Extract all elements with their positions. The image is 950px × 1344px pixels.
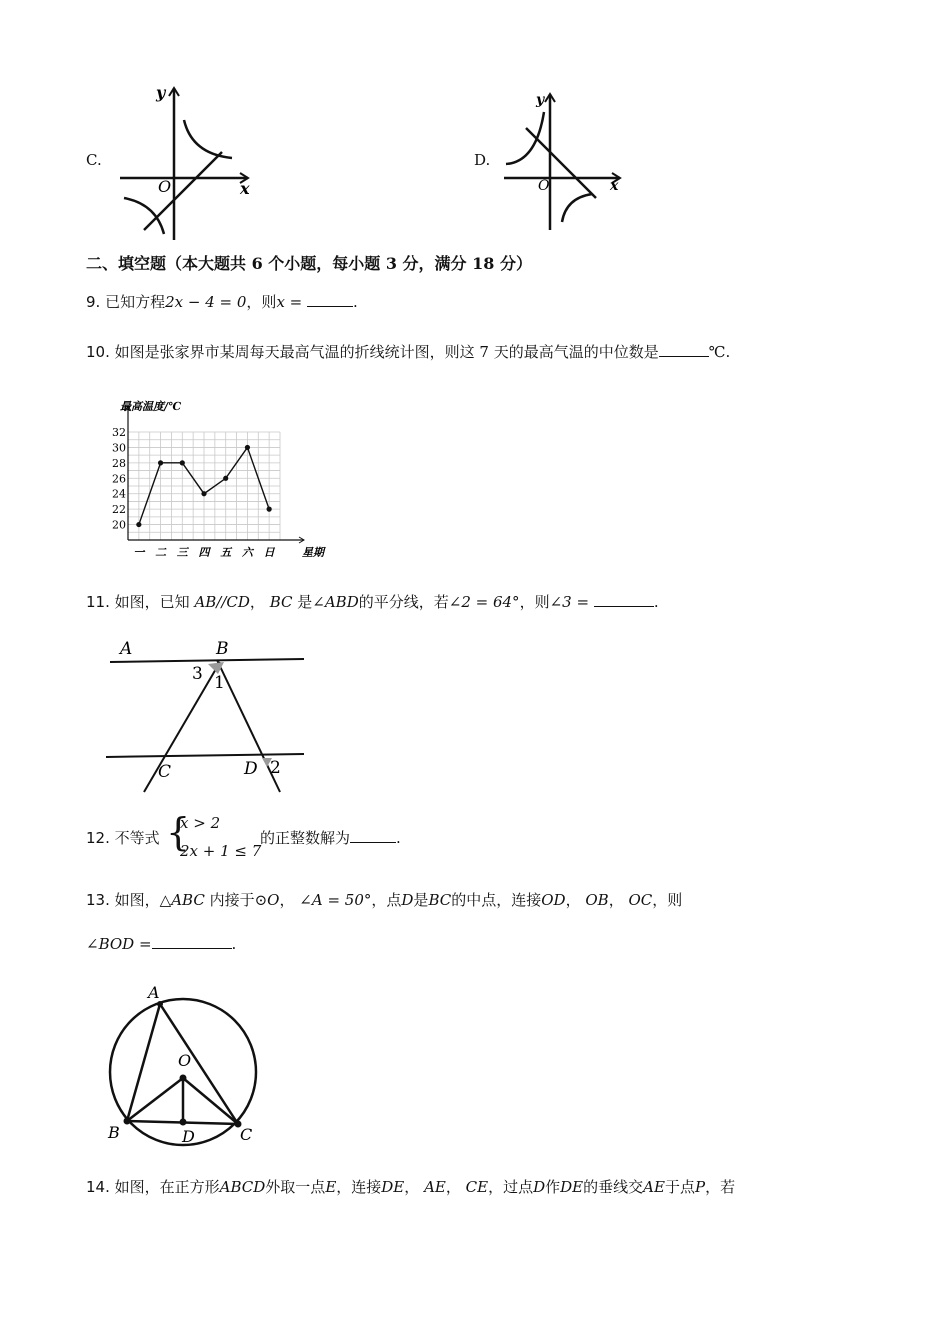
q12-pre: 不等式 bbox=[114, 829, 160, 847]
q11-sep: ， bbox=[249, 593, 265, 611]
x-tick-label: 六 bbox=[241, 546, 253, 559]
q14-e: E bbox=[325, 1178, 337, 1196]
temperature-line-chart bbox=[108, 394, 338, 566]
q12-end: . bbox=[396, 829, 401, 847]
data-point bbox=[201, 491, 206, 496]
question-number: 9. bbox=[86, 293, 101, 311]
x-tick-label: 四 bbox=[198, 546, 210, 559]
question-number: 14. bbox=[86, 1178, 110, 1196]
q9-end: . bbox=[353, 293, 358, 311]
data-point bbox=[223, 476, 228, 481]
q13-label-c: C bbox=[240, 1125, 253, 1144]
q13-label-d: D bbox=[182, 1127, 195, 1146]
y-tick-label: 26 bbox=[112, 472, 126, 486]
q13-circle: ⊙O bbox=[254, 891, 280, 909]
question-number: 13. bbox=[86, 891, 110, 909]
q13-sep3: ， bbox=[608, 891, 624, 909]
chart-title: 最高温度/℃ bbox=[120, 400, 182, 413]
q12-inequality-2: 2x + 1 ≤ 7 bbox=[180, 842, 262, 860]
question-11 bbox=[86, 592, 659, 612]
q14-pre: 如图，在正方形 bbox=[114, 1178, 220, 1196]
q14-sep2: ， bbox=[445, 1178, 461, 1196]
q13-angle-a: ∠A = 50° bbox=[299, 891, 372, 909]
q14-mid3: ，过点 bbox=[488, 1178, 534, 1196]
q11-angle-3: ∠3 = bbox=[549, 593, 590, 611]
q13-od: OD bbox=[541, 891, 566, 909]
q13-mid1: 内接于 bbox=[209, 891, 255, 909]
section-title: 二、填空题（本大题共 6 个小题，每小题 3 分，满分 18 分） bbox=[86, 254, 532, 273]
question-9 bbox=[86, 292, 358, 312]
q9-equation: 2x − 4 = 0 bbox=[165, 293, 247, 311]
q13-sep2: ， bbox=[565, 891, 581, 909]
q14-sep1: ， bbox=[404, 1178, 420, 1196]
data-point bbox=[267, 507, 272, 512]
question-14 bbox=[86, 1177, 735, 1197]
question-number: 11. bbox=[86, 593, 110, 611]
q14-mid5: 的垂线交 bbox=[583, 1178, 644, 1196]
q11-label-3: 3 bbox=[192, 664, 203, 684]
x-tick-label: 二 bbox=[155, 546, 167, 559]
q11-end: . bbox=[653, 593, 659, 611]
data-point bbox=[136, 522, 141, 527]
option-c-y-label: y bbox=[156, 83, 166, 102]
q14-mid2: ，连接 bbox=[336, 1178, 382, 1196]
q11-bc: BC bbox=[269, 593, 293, 611]
q9-variable: x = bbox=[276, 293, 303, 311]
q14-p: P bbox=[694, 1178, 706, 1196]
question-10 bbox=[86, 342, 730, 362]
q11-pre: 如图，已知 bbox=[114, 593, 190, 611]
data-point bbox=[158, 460, 163, 465]
q9-pre: 已知方程 bbox=[105, 293, 166, 311]
inscribed-triangle-figure bbox=[100, 978, 270, 1148]
q14-square: ABCD bbox=[219, 1178, 266, 1196]
q11-label-c: C bbox=[158, 762, 172, 782]
system-brace: { bbox=[166, 810, 191, 854]
q9-mid: ，则 bbox=[246, 293, 277, 311]
q14-de: DE bbox=[381, 1178, 405, 1196]
answer-blank[interactable] bbox=[152, 934, 232, 949]
option-c-x-label: x bbox=[240, 179, 250, 198]
q11-mid1: 是 bbox=[297, 593, 313, 611]
q10-end: . bbox=[725, 343, 731, 361]
q13-label-a: A bbox=[148, 983, 160, 1002]
q13-mid2: ，点 bbox=[371, 891, 402, 909]
q11-mid2: 的平分线，若 bbox=[358, 593, 449, 611]
q14-de2: DE bbox=[560, 1178, 584, 1196]
q13-mid5: ，则 bbox=[652, 891, 683, 909]
x-tick-label: 三 bbox=[176, 546, 188, 559]
answer-blank[interactable] bbox=[307, 292, 353, 307]
option-c-graph bbox=[110, 82, 260, 242]
option-c-origin-label: O bbox=[158, 177, 172, 196]
answer-blank[interactable] bbox=[594, 592, 654, 607]
q12-post: 的正整数解为 bbox=[260, 829, 351, 847]
q11-parallel: AB//CD bbox=[194, 593, 250, 611]
q11-label-a: A bbox=[120, 639, 133, 659]
y-tick-label: 22 bbox=[112, 503, 126, 517]
answer-blank[interactable] bbox=[350, 828, 396, 843]
q14-mid6: 于点 bbox=[664, 1178, 695, 1196]
question-number: 12. bbox=[86, 829, 110, 847]
option-d-origin-label: O bbox=[538, 178, 550, 194]
y-tick-label: 24 bbox=[112, 487, 126, 501]
q11-angle-2: ∠2 = 64° bbox=[448, 593, 520, 611]
x-tick-label: 五 bbox=[220, 546, 232, 559]
q14-ce: CE bbox=[465, 1178, 489, 1196]
q13-end: . bbox=[231, 935, 237, 953]
question-12 bbox=[86, 828, 160, 848]
q13-oc: OC bbox=[628, 891, 653, 909]
option-d-graph bbox=[500, 88, 630, 233]
q11-label-d: D bbox=[244, 759, 258, 779]
q14-d: D bbox=[533, 1178, 546, 1196]
q13-angle-bod: ∠BOD = bbox=[86, 935, 152, 953]
q14-end: ，若 bbox=[705, 1178, 736, 1196]
q13-label-o: O bbox=[178, 1051, 192, 1070]
y-tick-label: 20 bbox=[112, 518, 126, 532]
q11-angle-abd: ∠ABD bbox=[312, 593, 359, 611]
q13-triangle: △ABC bbox=[159, 891, 205, 909]
q13-label-b: B bbox=[108, 1123, 120, 1142]
option-d-label: D. bbox=[474, 151, 491, 169]
option-d-y-label: y bbox=[536, 92, 545, 108]
q13-pre: 如图， bbox=[114, 891, 160, 909]
q11-label-b: B bbox=[216, 639, 229, 659]
q13-d: D bbox=[401, 891, 414, 909]
x-tick-label: 日 bbox=[263, 546, 275, 559]
question-13 bbox=[86, 890, 682, 910]
option-c-label: C. bbox=[86, 151, 102, 169]
q11-label-2: 2 bbox=[270, 758, 281, 778]
q10-text: 如图是张家界市某周每天最高气温的折线统计图，则这 7 天的最高气温的中位数是 bbox=[114, 343, 659, 361]
option-d-x-label: x bbox=[610, 178, 619, 194]
q13-bc: BC bbox=[428, 891, 452, 909]
q11-mid3: ，则 bbox=[519, 593, 550, 611]
parallel-lines-figure bbox=[100, 634, 315, 798]
q13-ob: OB bbox=[585, 891, 609, 909]
q14-ae2: AE bbox=[643, 1178, 665, 1196]
q14-mid1: 外取一点 bbox=[265, 1178, 326, 1196]
y-tick-label: 28 bbox=[112, 456, 126, 470]
y-tick-label: 30 bbox=[112, 441, 126, 455]
question-number: 10. bbox=[86, 343, 110, 361]
question-13-line2 bbox=[86, 934, 236, 954]
data-point bbox=[245, 445, 250, 450]
q14-mid4: 作 bbox=[545, 1178, 561, 1196]
x-axis-label: 星期 bbox=[302, 546, 324, 559]
data-point bbox=[180, 460, 185, 465]
q14-ae: AE bbox=[424, 1178, 446, 1196]
answer-blank[interactable] bbox=[659, 342, 709, 357]
q12-tail bbox=[260, 828, 401, 848]
x-tick-label: 一 bbox=[133, 546, 145, 559]
q13-sep1: ， bbox=[279, 891, 295, 909]
y-tick-label: 32 bbox=[112, 426, 126, 439]
q12-inequality-1: x > 2 bbox=[180, 814, 221, 832]
q13-mid4: 的中点，连接 bbox=[451, 891, 542, 909]
q10-unit: ℃ bbox=[708, 343, 726, 361]
q11-label-1: 1 bbox=[214, 673, 225, 693]
q13-mid3: 是 bbox=[413, 891, 429, 909]
